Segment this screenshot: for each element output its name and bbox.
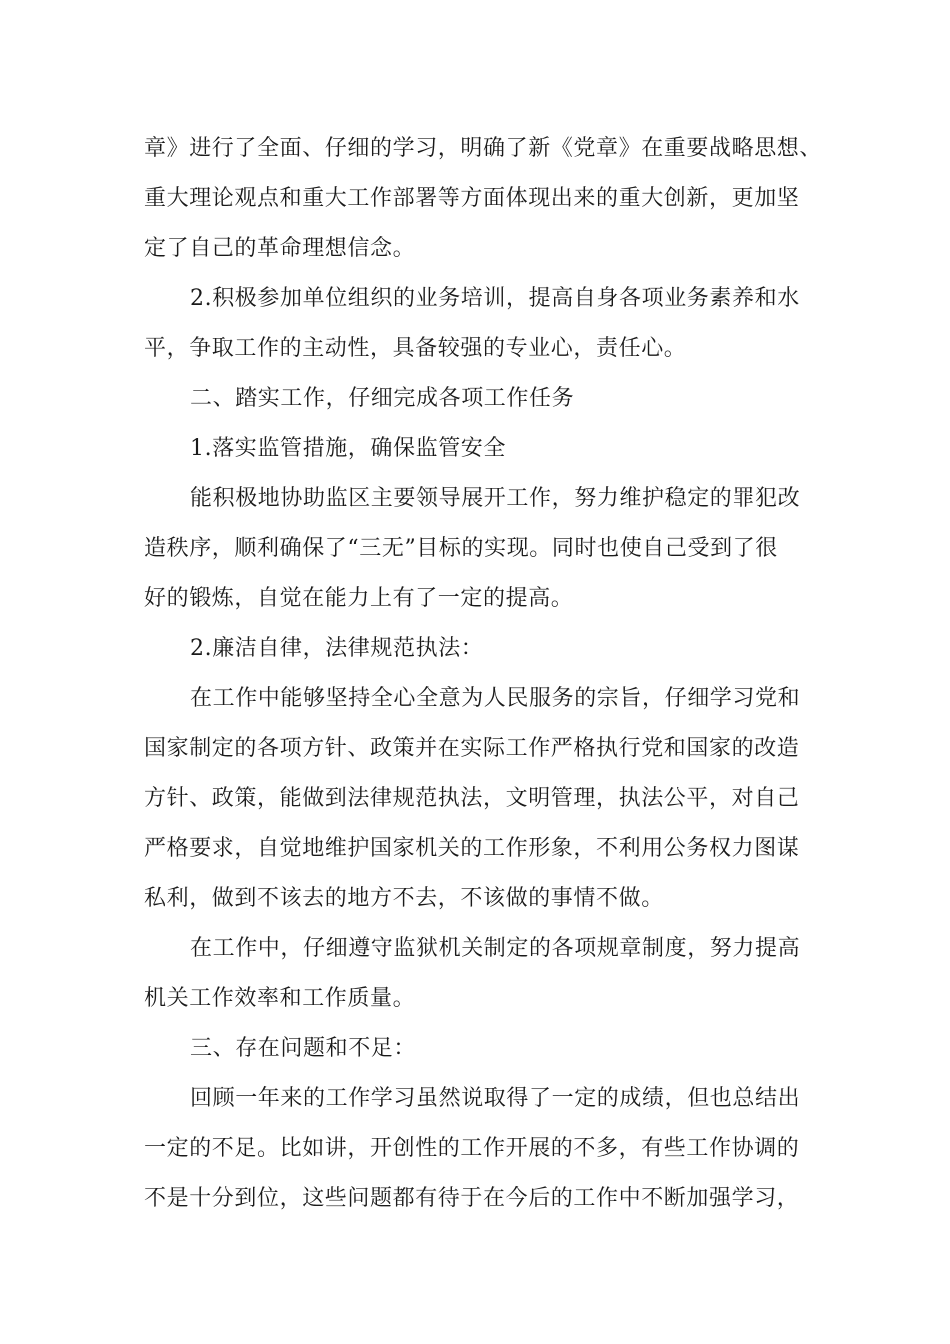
text-line: 重大理论观点和重大工作部署等方面体现出来的重大创新，更加坚	[144, 186, 800, 211]
text-line: 平，争取工作的主动性，具备较强的专业心，责任心。	[144, 336, 687, 361]
text-line: 严格要求，自觉地维护国家机关的工作形象，不利用公务权力图谋	[144, 836, 800, 861]
text-line: 定了自己的革命理想信念。	[144, 236, 416, 261]
subsection-heading: 1.落实监管措施，确保监管安全	[190, 436, 506, 461]
section-heading: 三、存在问题和不足：	[190, 1036, 417, 1061]
document-body	[144, 124, 823, 1224]
text-line: 方针、政策，能做到法律规范执法，文明管理，执法公平，对自己	[144, 786, 800, 811]
text-line: 能积极地协助监区主要领导展开工作，努力维护稳定的罪犯改	[190, 486, 801, 511]
text-line: 好的锻炼，自觉在能力上有了一定的提高。	[144, 586, 574, 611]
text-line: 2.积极参加单位组织的业务培训，提高自身各项业务素养和水	[190, 286, 800, 311]
subsection-heading: 2.廉洁自律，法律规范执法：	[190, 636, 484, 661]
text-line: 私利，做到不该去的地方不去，不该做的事情不做。	[144, 886, 664, 911]
text-line: 造秩序，顺利确保了“三无”目标的实现。同时也使自己受到了很	[144, 536, 778, 561]
text-line: 在工作中，仔细遵守监狱机关制定的各项规章制度，努力提高	[190, 936, 801, 961]
text-line: 一定的不足。比如讲，开创性的工作开展的不多，有些工作协调的	[144, 1136, 800, 1161]
text-line: 回顾一年来的工作学习虽然说取得了一定的成绩，但也总结出	[190, 1086, 801, 1111]
text-line: 章》进行了全面、仔细的学习，明确了新《党章》在重要战略思想、	[144, 136, 823, 161]
text-line: 在工作中能够坚持全心全意为人民服务的宗旨，仔细学习党和	[190, 686, 801, 711]
section-heading: 二、踏实工作，仔细完成各项工作任务	[190, 386, 575, 411]
text-line: 不是十分到位，这些问题都有待于在今后的工作中不断加强学习，	[144, 1186, 800, 1211]
text-line: 国家制定的各项方针、政策并在实际工作严格执行党和国家的改造	[144, 736, 800, 761]
text-line: 机关工作效率和工作质量。	[144, 986, 416, 1011]
